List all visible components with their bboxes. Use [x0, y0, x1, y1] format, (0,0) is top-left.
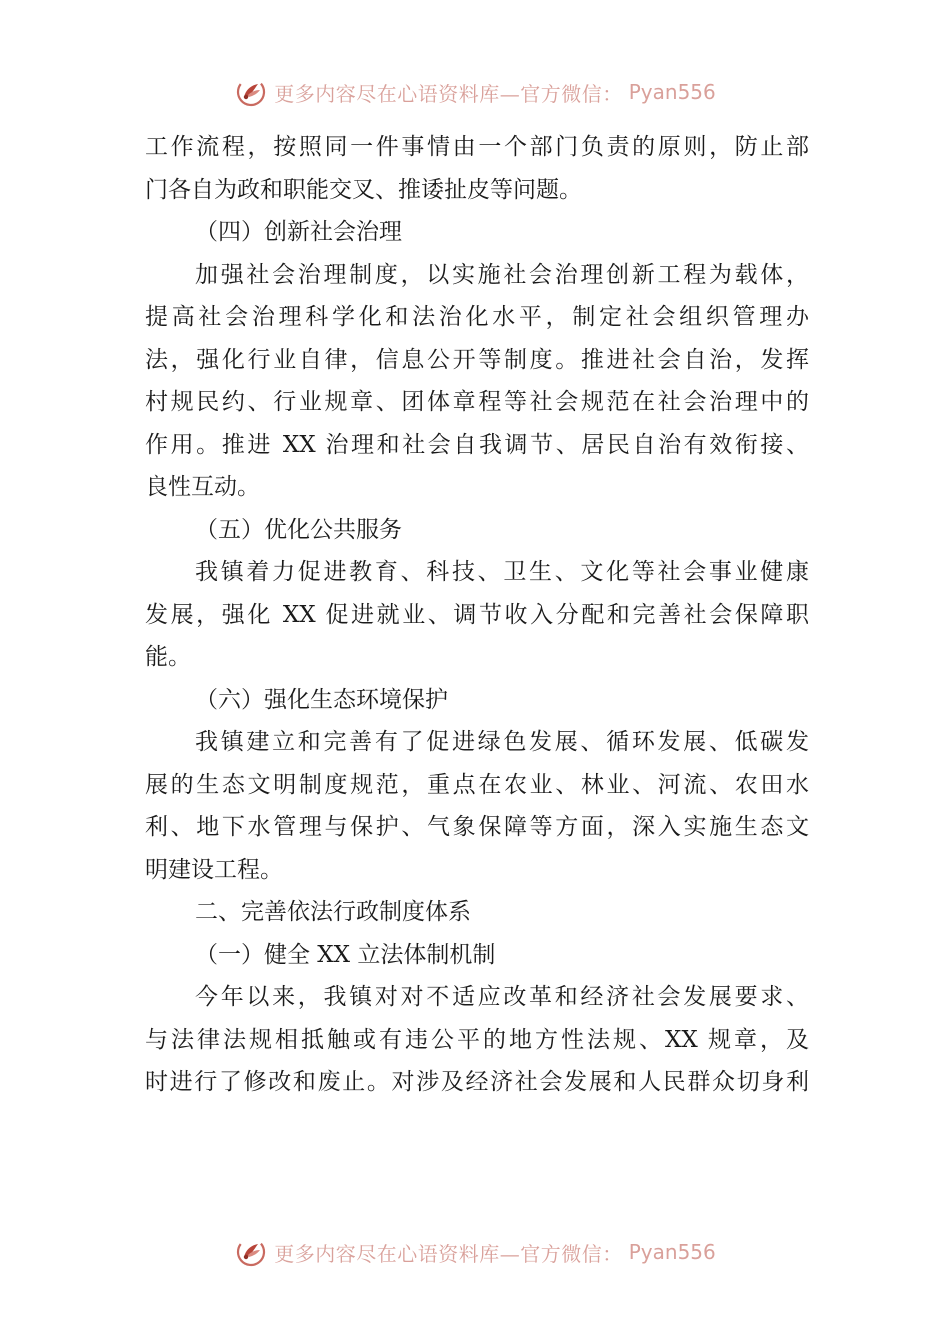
flower-logo-icon	[234, 1235, 268, 1269]
flower-logo-icon	[234, 75, 268, 109]
section-heading: （四）创新社会治理	[195, 219, 402, 245]
paragraph-line: 利、地下水管理与保护、气象保障等方面，深入实施生态文	[145, 814, 809, 840]
section-heading: （五）优化公共服务	[195, 516, 402, 543]
section-heading: （六）强化生态环境保护	[195, 686, 448, 713]
header-watermark	[0, 72, 950, 112]
chapter-heading: 二、完善依法行政制度体系	[195, 899, 471, 925]
paragraph-line: 发展，强化 XX 促进就业、调节收入分配和完善社会保障职	[145, 601, 809, 628]
paragraph-line: 时进行了修改和废止。对涉及经济社会发展和人民群众切身利	[145, 1069, 809, 1095]
footer-watermark	[0, 1232, 950, 1272]
watermark-text: 更多内容尽在心语资料库—官方微信：	[274, 1241, 623, 1266]
section-heading: （一）健全 XX 立法体制机制	[195, 941, 496, 968]
paragraph-line: 提高社会治理科学化和法治化水平，制定社会组织管理办	[145, 304, 809, 330]
paragraph-line: 村规民约、行业规章、团体章程等社会规范在社会治理中的	[145, 389, 809, 415]
paragraph-line: 加强社会治理制度，以实施社会治理创新工程为载体，	[195, 261, 809, 288]
paragraph-line: 今年以来，我镇对对不适应改革和经济社会发展要求、	[195, 984, 809, 1010]
watermark-wechat-id: Pyan556	[628, 1240, 716, 1264]
watermark-wechat-id: Pyan556	[628, 80, 716, 104]
paragraph-line: 我镇建立和完善有了促进绿色发展、循环发展、低碳发	[195, 729, 809, 755]
paragraph-line: 法，强化行业自律，信息公开等制度。推进社会自治，发挥	[145, 346, 809, 373]
paragraph-line: 能。	[145, 644, 191, 670]
paragraph-line: 工作流程，按照同一件事情由一个部门负责的原则，防止部	[145, 134, 809, 160]
watermark-text: 更多内容尽在心语资料库—官方微信：	[274, 81, 623, 106]
document-body	[145, 126, 809, 1104]
paragraph-line: 我镇着力促进教育、科技、卫生、文化等社会事业健康	[195, 559, 809, 585]
paragraph-line: 良性互动。	[145, 474, 260, 500]
paragraph-line: 作用。推进 XX 治理和社会自我调节、居民自治有效衔接、	[145, 431, 809, 458]
paragraph-line: 展的生态文明制度规范，重点在农业、林业、河流、农田水	[145, 771, 809, 798]
paragraph-line: 明建设工程。	[145, 856, 283, 883]
paragraph-line: 门各自为政和职能交叉、推诿扯皮等问题。	[145, 176, 582, 203]
paragraph-line: 与法律法规相抵触或有违公平的地方性法规、XX 规章，及	[145, 1026, 809, 1053]
